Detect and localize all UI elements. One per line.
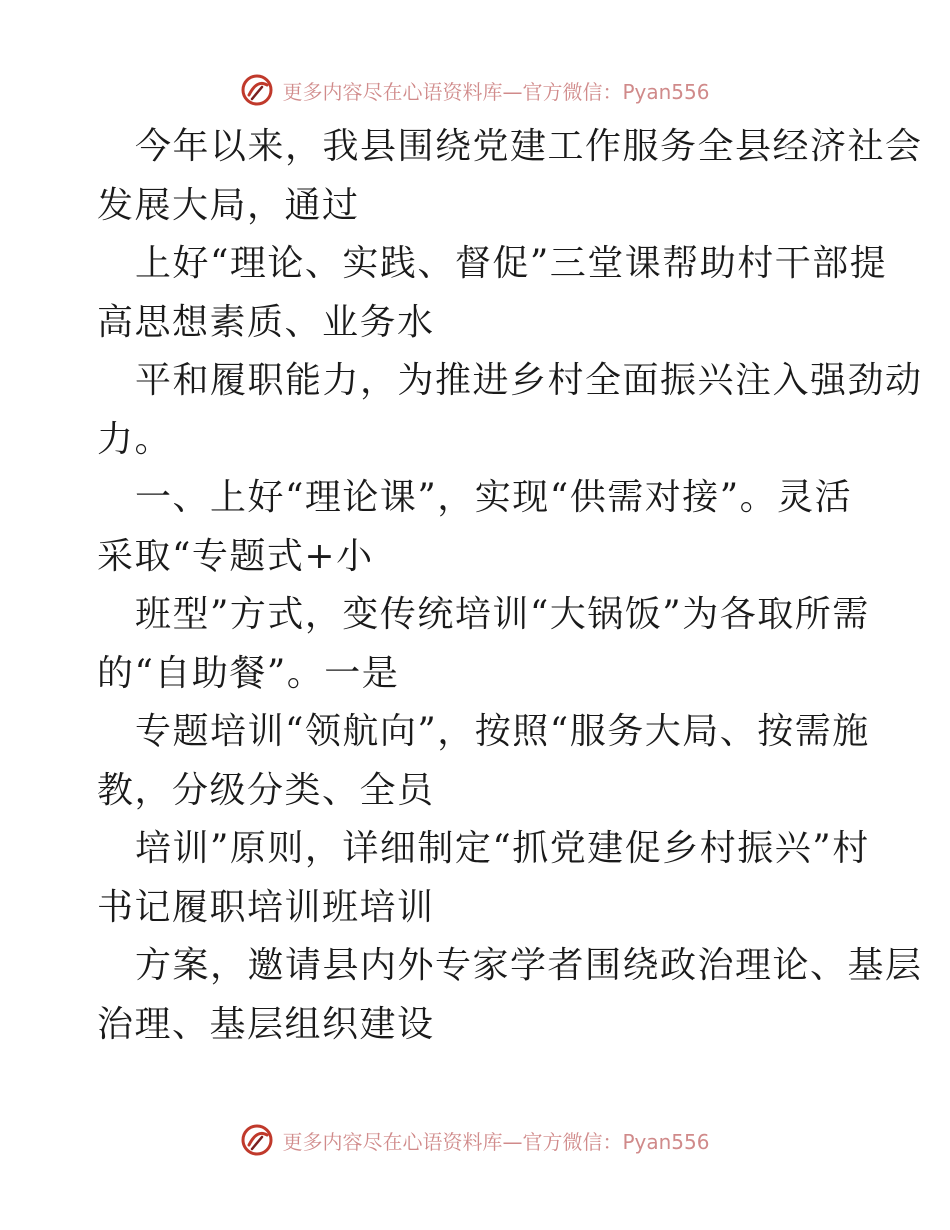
header-banner [0, 70, 950, 110]
footer-banner-text: 更多内容尽在心语资料库—官方微信：Pyan556 [282, 1129, 710, 1154]
paragraph-line: 力。 [97, 418, 173, 460]
paragraph-line: 培训”原则，详细制定“抓党建促乡村振兴”村 [135, 828, 870, 869]
footer-banner [0, 1120, 950, 1160]
paragraph-line: 平和履职能力，为推进乡村全面振兴注入强劲动 [135, 360, 923, 401]
logo-icon [240, 73, 274, 107]
header-banner-text: 更多内容尽在心语资料库—官方微信：Pyan556 [282, 79, 710, 104]
paragraph-line: 治理、基层组织建设 [97, 1003, 435, 1045]
paragraph-line: 的“自助餐”。一是 [97, 652, 400, 694]
paragraph-line: 书记履职培训班培训 [97, 886, 435, 928]
paragraph-line: 方案，邀请县内外专家学者围绕政治理论、基层 [135, 945, 923, 986]
logo-icon [240, 1123, 274, 1157]
section-heading-line: 一、上好“理论课”，实现“供需对接”。灵活 [135, 477, 853, 518]
paragraph-line: 今年以来，我县围绕党建工作服务全县经济社会 [135, 126, 923, 167]
paragraph-line: 班型”方式，变传统培训“大锅饭”为各取所需 [135, 594, 870, 635]
paragraph-line: 高思想素质、业务水 [97, 301, 435, 343]
paragraph-line: 上好“理论、实践、督促”三堂课帮助村干部提 [135, 243, 888, 284]
paragraph-line: 教，分级分类、全员 [97, 769, 435, 811]
document-body [97, 118, 923, 1054]
paragraph-line: 采取“专题式+小 [97, 535, 374, 577]
paragraph-line: 专题培训“领航向”，按照“服务大局、按需施 [135, 711, 870, 752]
paragraph-line: 发展大局，通过 [97, 184, 360, 226]
